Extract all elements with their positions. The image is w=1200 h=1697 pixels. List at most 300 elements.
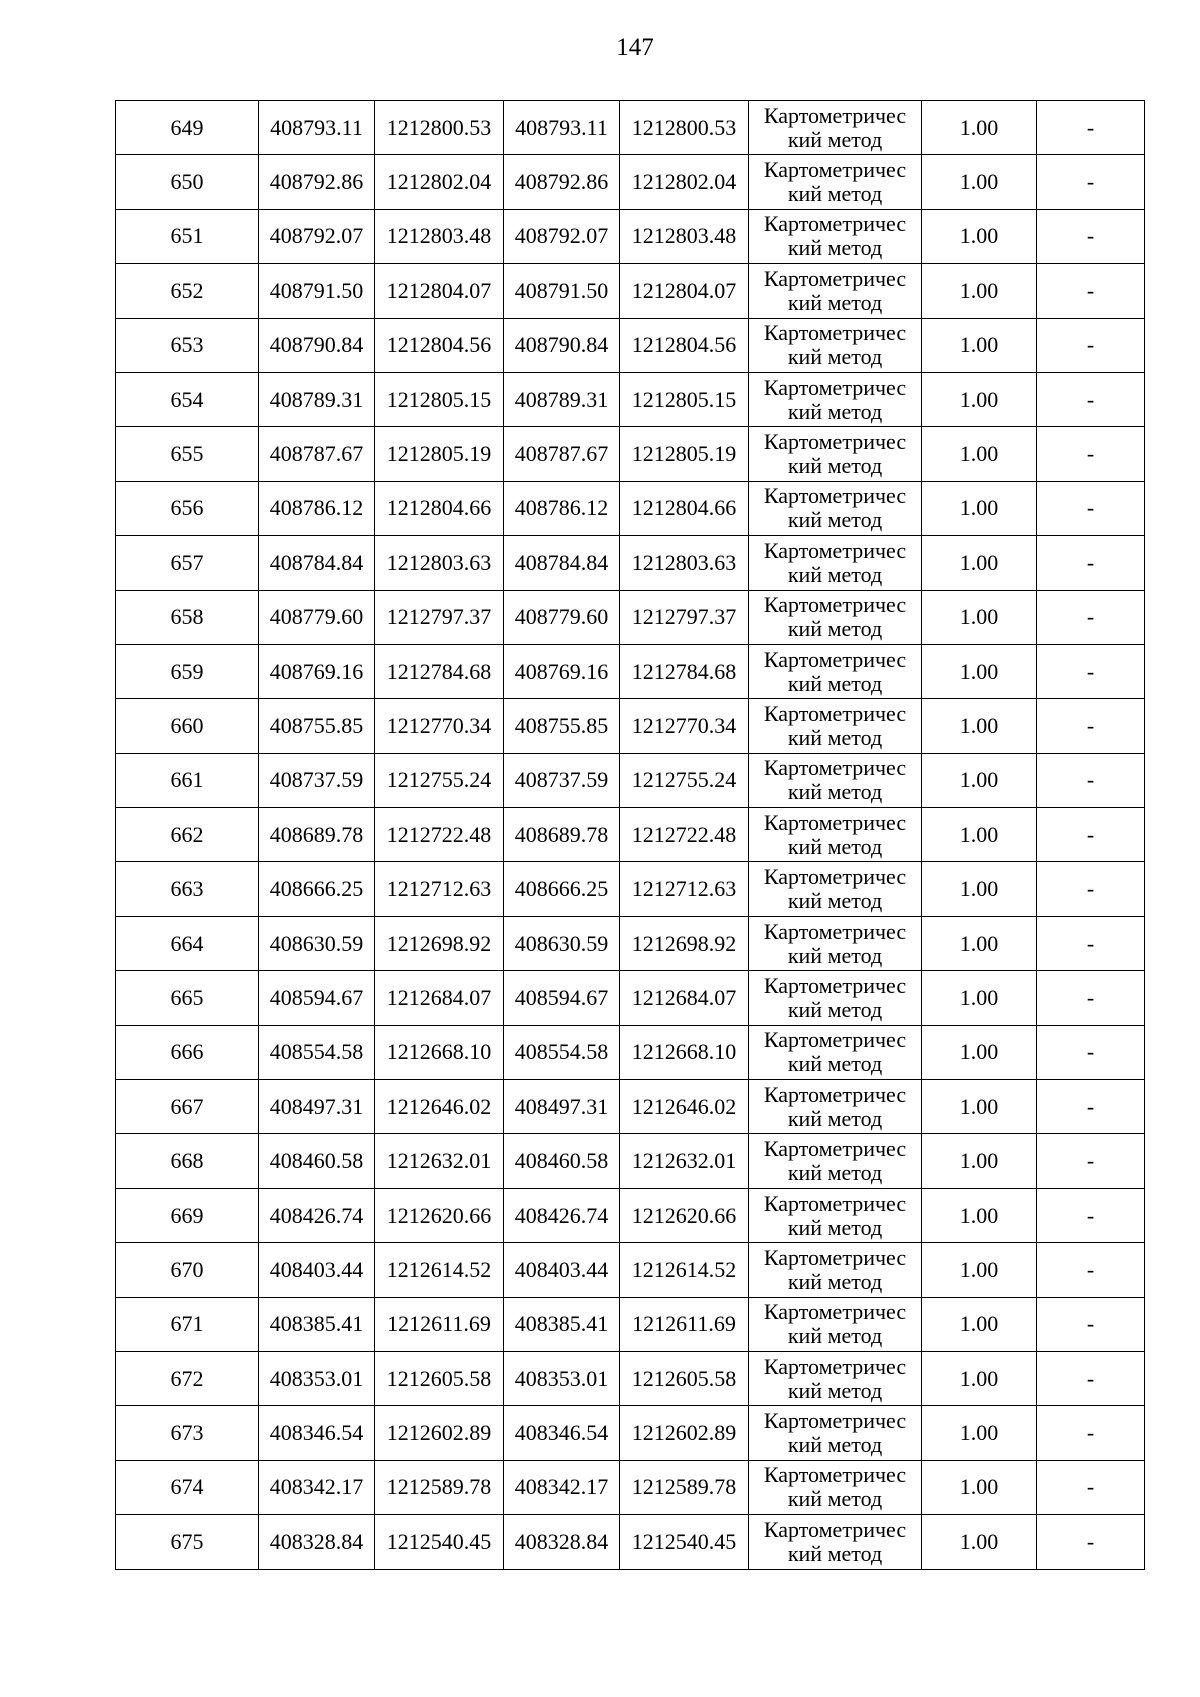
accuracy-cell: 1.00	[922, 481, 1037, 535]
note-cell: -	[1037, 1406, 1145, 1460]
method-text-line1: Картометричес	[763, 1408, 907, 1434]
method-text-line1: Картометричес	[763, 592, 907, 618]
x-coordinate-cell: 408346.54	[504, 1406, 620, 1460]
method-text-line2: кий метод	[787, 344, 883, 370]
method-text-line1: Картометричес	[763, 1244, 907, 1270]
y-coordinate-cell: 1212802.04	[620, 155, 749, 209]
note-cell: -	[1037, 427, 1145, 481]
method-text-line1: Картометричес	[763, 700, 907, 726]
y-coordinate-cell: 1212684.07	[375, 971, 504, 1025]
x-coordinate-cell: 408789.31	[259, 372, 375, 426]
method-text-line1: Картометричес	[763, 1136, 907, 1162]
point-number-cell: 674	[116, 1460, 259, 1514]
point-number-cell: 650	[116, 155, 259, 209]
method-text-line2: кий метод	[787, 1051, 883, 1077]
y-coordinate-cell: 1212784.68	[375, 644, 504, 698]
method-text-line1: Картометричес	[763, 265, 907, 291]
note-cell: -	[1037, 971, 1145, 1025]
method-text-line2: кий метод	[787, 1540, 883, 1566]
x-coordinate-cell: 408791.50	[504, 264, 620, 318]
method-text-line2: кий метод	[787, 724, 883, 750]
table-row	[116, 209, 1145, 263]
x-coordinate-cell: 408779.60	[259, 590, 375, 644]
accuracy-cell: 1.00	[922, 699, 1037, 753]
method-cell	[749, 536, 922, 590]
point-number-cell: 649	[116, 101, 259, 155]
x-coordinate-cell: 408784.84	[504, 536, 620, 590]
point-number-cell: 672	[116, 1351, 259, 1405]
method-text-line1: Картометричес	[763, 1353, 907, 1379]
y-coordinate-cell: 1212620.66	[375, 1188, 504, 1242]
point-number-cell: 662	[116, 808, 259, 862]
method-text-line2: кий метод	[787, 1432, 883, 1458]
note-cell: -	[1037, 155, 1145, 209]
y-coordinate-cell: 1212802.04	[375, 155, 504, 209]
method-cell	[749, 427, 922, 481]
method-cell	[749, 1406, 922, 1460]
x-coordinate-cell: 408353.01	[259, 1351, 375, 1405]
note-cell: -	[1037, 1188, 1145, 1242]
method-text-line1: Картометричес	[763, 320, 907, 346]
point-number-cell: 668	[116, 1134, 259, 1188]
y-coordinate-cell: 1212698.92	[620, 916, 749, 970]
note-cell: -	[1037, 264, 1145, 318]
y-coordinate-cell: 1212805.15	[375, 372, 504, 426]
note-cell: -	[1037, 808, 1145, 862]
method-cell	[749, 971, 922, 1025]
table-row	[116, 699, 1145, 753]
accuracy-cell: 1.00	[922, 372, 1037, 426]
method-text-line1: Картометричес	[763, 809, 907, 835]
x-coordinate-cell: 408791.50	[259, 264, 375, 318]
y-coordinate-cell: 1212805.15	[620, 372, 749, 426]
method-text-line2: кий метод	[787, 561, 883, 587]
note-cell: -	[1037, 1134, 1145, 1188]
x-coordinate-cell: 408786.12	[259, 481, 375, 535]
x-coordinate-cell: 408666.25	[259, 862, 375, 916]
y-coordinate-cell: 1212755.24	[375, 753, 504, 807]
note-cell: -	[1037, 916, 1145, 970]
method-text-line1: Картометричес	[763, 374, 907, 400]
y-coordinate-cell: 1212805.19	[620, 427, 749, 481]
method-text-line1: Картометричес	[763, 157, 907, 183]
method-text-line1: Картометричес	[763, 429, 907, 455]
y-coordinate-cell: 1212632.01	[620, 1134, 749, 1188]
note-cell: -	[1037, 1297, 1145, 1351]
x-coordinate-cell: 408769.16	[504, 644, 620, 698]
method-cell	[749, 590, 922, 644]
x-coordinate-cell: 408779.60	[504, 590, 620, 644]
method-text-line1: Картометричес	[763, 918, 907, 944]
point-number-cell: 651	[116, 209, 259, 263]
accuracy-cell: 1.00	[922, 1243, 1037, 1297]
table-row	[116, 1406, 1145, 1460]
accuracy-cell: 1.00	[922, 427, 1037, 481]
method-cell	[749, 481, 922, 535]
method-cell	[749, 1188, 922, 1242]
note-cell: -	[1037, 209, 1145, 263]
y-coordinate-cell: 1212668.10	[620, 1025, 749, 1079]
y-coordinate-cell: 1212784.68	[620, 644, 749, 698]
accuracy-cell: 1.00	[922, 1460, 1037, 1514]
note-cell: -	[1037, 1515, 1145, 1569]
table-row	[116, 372, 1145, 426]
point-number-cell: 670	[116, 1243, 259, 1297]
table-row	[116, 264, 1145, 318]
y-coordinate-cell: 1212712.63	[375, 862, 504, 916]
y-coordinate-cell: 1212804.66	[375, 481, 504, 535]
note-cell: -	[1037, 481, 1145, 535]
y-coordinate-cell: 1212589.78	[375, 1460, 504, 1514]
y-coordinate-cell: 1212803.48	[620, 209, 749, 263]
accuracy-cell: 1.00	[922, 209, 1037, 263]
method-text-line2: кий метод	[787, 833, 883, 859]
x-coordinate-cell: 408328.84	[504, 1515, 620, 1569]
method-text-line2: кий метод	[787, 507, 883, 533]
x-coordinate-cell: 408353.01	[504, 1351, 620, 1405]
accuracy-cell: 1.00	[922, 101, 1037, 155]
point-number-cell: 663	[116, 862, 259, 916]
table-row	[116, 1297, 1145, 1351]
y-coordinate-cell: 1212804.56	[620, 318, 749, 372]
method-cell	[749, 264, 922, 318]
x-coordinate-cell: 408755.85	[504, 699, 620, 753]
y-coordinate-cell: 1212605.58	[375, 1351, 504, 1405]
y-coordinate-cell: 1212646.02	[375, 1080, 504, 1134]
x-coordinate-cell: 408497.31	[504, 1080, 620, 1134]
method-text-line1: Картометричес	[763, 972, 907, 998]
method-text-line1: Картометричес	[763, 755, 907, 781]
method-text-line2: кий метод	[787, 1160, 883, 1186]
point-number-cell: 667	[116, 1080, 259, 1134]
accuracy-cell: 1.00	[922, 1406, 1037, 1460]
note-cell: -	[1037, 536, 1145, 590]
method-cell	[749, 699, 922, 753]
method-text-line2: кий метод	[787, 996, 883, 1022]
y-coordinate-cell: 1212722.48	[620, 808, 749, 862]
method-text-line2: кий метод	[787, 1323, 883, 1349]
table-row	[116, 1243, 1145, 1297]
method-text-line1: Картометричес	[763, 211, 907, 237]
x-coordinate-cell: 408426.74	[504, 1188, 620, 1242]
x-coordinate-cell: 408385.41	[504, 1297, 620, 1351]
y-coordinate-cell: 1212722.48	[375, 808, 504, 862]
page-number: 147	[616, 34, 654, 61]
method-text-line2: кий метод	[787, 942, 883, 968]
method-text-line1: Картометричес	[763, 646, 907, 672]
x-coordinate-cell: 408385.41	[259, 1297, 375, 1351]
y-coordinate-cell: 1212632.01	[375, 1134, 504, 1188]
method-cell	[749, 644, 922, 698]
point-number-cell: 664	[116, 916, 259, 970]
method-text-line2: кий метод	[787, 289, 883, 315]
x-coordinate-cell: 408792.07	[504, 209, 620, 263]
y-coordinate-cell: 1212614.52	[620, 1243, 749, 1297]
method-text-line2: кий метод	[787, 181, 883, 207]
method-text-line1: Картометричес	[763, 537, 907, 563]
x-coordinate-cell: 408689.78	[504, 808, 620, 862]
method-text-line2: кий метод	[787, 1105, 883, 1131]
note-cell: -	[1037, 753, 1145, 807]
method-cell	[749, 155, 922, 209]
x-coordinate-cell: 408755.85	[259, 699, 375, 753]
method-cell	[749, 808, 922, 862]
accuracy-cell: 1.00	[922, 318, 1037, 372]
accuracy-cell: 1.00	[922, 155, 1037, 209]
x-coordinate-cell: 408630.59	[504, 916, 620, 970]
y-coordinate-cell: 1212605.58	[620, 1351, 749, 1405]
method-text-line2: кий метод	[787, 888, 883, 914]
accuracy-cell: 1.00	[922, 644, 1037, 698]
note-cell: -	[1037, 862, 1145, 916]
y-coordinate-cell: 1212684.07	[620, 971, 749, 1025]
method-text-line1: Картометричес	[763, 864, 907, 890]
accuracy-cell: 1.00	[922, 1134, 1037, 1188]
method-cell	[749, 1351, 922, 1405]
x-coordinate-cell: 408554.58	[259, 1025, 375, 1079]
point-number-cell: 669	[116, 1188, 259, 1242]
note-cell: -	[1037, 372, 1145, 426]
x-coordinate-cell: 408460.58	[259, 1134, 375, 1188]
x-coordinate-cell: 408630.59	[259, 916, 375, 970]
x-coordinate-cell: 408403.44	[259, 1243, 375, 1297]
y-coordinate-cell: 1212620.66	[620, 1188, 749, 1242]
method-cell	[749, 372, 922, 426]
method-cell	[749, 916, 922, 970]
point-number-cell: 673	[116, 1406, 259, 1460]
method-text-line1: Картометричес	[763, 1516, 907, 1542]
y-coordinate-cell: 1212770.34	[620, 699, 749, 753]
method-text-line1: Картометричес	[763, 1190, 907, 1216]
table-row	[116, 1134, 1145, 1188]
coordinates-table	[115, 100, 1145, 1570]
y-coordinate-cell: 1212611.69	[620, 1297, 749, 1351]
table-row	[116, 808, 1145, 862]
x-coordinate-cell: 408790.84	[504, 318, 620, 372]
x-coordinate-cell: 408792.07	[259, 209, 375, 263]
method-text-line2: кий метод	[787, 1486, 883, 1512]
note-cell: -	[1037, 1080, 1145, 1134]
method-cell	[749, 318, 922, 372]
x-coordinate-cell: 408786.12	[504, 481, 620, 535]
y-coordinate-cell: 1212611.69	[375, 1297, 504, 1351]
y-coordinate-cell: 1212668.10	[375, 1025, 504, 1079]
x-coordinate-cell: 408790.84	[259, 318, 375, 372]
method-text-line2: кий метод	[787, 398, 883, 424]
method-text-line2: кий метод	[787, 235, 883, 261]
accuracy-cell: 1.00	[922, 590, 1037, 644]
method-text-line2: кий метод	[787, 1214, 883, 1240]
table-row	[116, 1351, 1145, 1405]
point-number-cell: 666	[116, 1025, 259, 1079]
note-cell: -	[1037, 1243, 1145, 1297]
y-coordinate-cell: 1212698.92	[375, 916, 504, 970]
x-coordinate-cell: 408737.59	[259, 753, 375, 807]
x-coordinate-cell: 408328.84	[259, 1515, 375, 1569]
y-coordinate-cell: 1212804.66	[620, 481, 749, 535]
method-text-line2: кий метод	[787, 453, 883, 479]
point-number-cell: 658	[116, 590, 259, 644]
table-row	[116, 971, 1145, 1025]
y-coordinate-cell: 1212602.89	[620, 1406, 749, 1460]
y-coordinate-cell: 1212804.07	[620, 264, 749, 318]
y-coordinate-cell: 1212803.63	[620, 536, 749, 590]
method-text-line1: Картометричес	[763, 1027, 907, 1053]
point-number-cell: 654	[116, 372, 259, 426]
accuracy-cell: 1.00	[922, 1351, 1037, 1405]
note-cell: -	[1037, 1351, 1145, 1405]
accuracy-cell: 1.00	[922, 1080, 1037, 1134]
table-row	[116, 1188, 1145, 1242]
y-coordinate-cell: 1212805.19	[375, 427, 504, 481]
y-coordinate-cell: 1212602.89	[375, 1406, 504, 1460]
x-coordinate-cell: 408793.11	[504, 101, 620, 155]
y-coordinate-cell: 1212803.48	[375, 209, 504, 263]
y-coordinate-cell: 1212646.02	[620, 1080, 749, 1134]
table-row	[116, 536, 1145, 590]
x-coordinate-cell: 408426.74	[259, 1188, 375, 1242]
method-cell	[749, 1134, 922, 1188]
point-number-cell: 660	[116, 699, 259, 753]
accuracy-cell: 1.00	[922, 971, 1037, 1025]
y-coordinate-cell: 1212804.56	[375, 318, 504, 372]
table-row	[116, 101, 1145, 155]
y-coordinate-cell: 1212755.24	[620, 753, 749, 807]
method-cell	[749, 1243, 922, 1297]
point-number-cell: 656	[116, 481, 259, 535]
table-row	[116, 862, 1145, 916]
y-coordinate-cell: 1212804.07	[375, 264, 504, 318]
table-row	[116, 753, 1145, 807]
table-row	[116, 481, 1145, 535]
x-coordinate-cell: 408793.11	[259, 101, 375, 155]
method-cell	[749, 101, 922, 155]
point-number-cell: 659	[116, 644, 259, 698]
note-cell: -	[1037, 699, 1145, 753]
x-coordinate-cell: 408403.44	[504, 1243, 620, 1297]
table-row	[116, 916, 1145, 970]
method-text-line2: кий метод	[787, 670, 883, 696]
note-cell: -	[1037, 644, 1145, 698]
y-coordinate-cell: 1212589.78	[620, 1460, 749, 1514]
y-coordinate-cell: 1212800.53	[620, 101, 749, 155]
accuracy-cell: 1.00	[922, 264, 1037, 318]
x-coordinate-cell: 408342.17	[259, 1460, 375, 1514]
x-coordinate-cell: 408460.58	[504, 1134, 620, 1188]
x-coordinate-cell: 408594.67	[259, 971, 375, 1025]
method-text-line2: кий метод	[787, 616, 883, 642]
y-coordinate-cell: 1212770.34	[375, 699, 504, 753]
table-row	[116, 1080, 1145, 1134]
x-coordinate-cell: 408497.31	[259, 1080, 375, 1134]
table-row	[116, 1515, 1145, 1569]
x-coordinate-cell: 408737.59	[504, 753, 620, 807]
table-row	[116, 155, 1145, 209]
table-row	[116, 427, 1145, 481]
point-number-cell: 665	[116, 971, 259, 1025]
method-cell	[749, 209, 922, 263]
accuracy-cell: 1.00	[922, 536, 1037, 590]
x-coordinate-cell: 408789.31	[504, 372, 620, 426]
note-cell: -	[1037, 1025, 1145, 1079]
point-number-cell: 655	[116, 427, 259, 481]
method-text-line1: Картометричес	[763, 483, 907, 509]
method-text-line2: кий метод	[787, 779, 883, 805]
table-row	[116, 590, 1145, 644]
x-coordinate-cell: 408666.25	[504, 862, 620, 916]
y-coordinate-cell: 1212797.37	[375, 590, 504, 644]
method-cell	[749, 1297, 922, 1351]
method-text-line1: Картометричес	[763, 102, 907, 128]
y-coordinate-cell: 1212614.52	[375, 1243, 504, 1297]
x-coordinate-cell: 408594.67	[504, 971, 620, 1025]
point-number-cell: 657	[116, 536, 259, 590]
table-row	[116, 1460, 1145, 1514]
method-text-line1: Картометричес	[763, 1462, 907, 1488]
table-row	[116, 644, 1145, 698]
method-cell	[749, 1080, 922, 1134]
table-row	[116, 318, 1145, 372]
x-coordinate-cell: 408787.67	[504, 427, 620, 481]
point-number-cell: 671	[116, 1297, 259, 1351]
method-cell	[749, 1025, 922, 1079]
point-number-cell: 652	[116, 264, 259, 318]
method-text-line1: Картометричес	[763, 1081, 907, 1107]
x-coordinate-cell: 408689.78	[259, 808, 375, 862]
table-row	[116, 1025, 1145, 1079]
accuracy-cell: 1.00	[922, 916, 1037, 970]
x-coordinate-cell: 408346.54	[259, 1406, 375, 1460]
accuracy-cell: 1.00	[922, 1025, 1037, 1079]
method-cell	[749, 1460, 922, 1514]
x-coordinate-cell: 408554.58	[504, 1025, 620, 1079]
x-coordinate-cell: 408784.84	[259, 536, 375, 590]
method-cell	[749, 1515, 922, 1569]
method-text-line2: кий метод	[787, 1268, 883, 1294]
note-cell: -	[1037, 101, 1145, 155]
accuracy-cell: 1.00	[922, 1188, 1037, 1242]
method-text-line1: Картометричес	[763, 1299, 907, 1325]
note-cell: -	[1037, 590, 1145, 644]
accuracy-cell: 1.00	[922, 862, 1037, 916]
accuracy-cell: 1.00	[922, 808, 1037, 862]
note-cell: -	[1037, 318, 1145, 372]
accuracy-cell: 1.00	[922, 1297, 1037, 1351]
y-coordinate-cell: 1212797.37	[620, 590, 749, 644]
x-coordinate-cell: 408342.17	[504, 1460, 620, 1514]
y-coordinate-cell: 1212712.63	[620, 862, 749, 916]
accuracy-cell: 1.00	[922, 753, 1037, 807]
x-coordinate-cell: 408792.86	[504, 155, 620, 209]
method-text-line2: кий метод	[787, 126, 883, 152]
method-cell	[749, 753, 922, 807]
y-coordinate-cell: 1212800.53	[375, 101, 504, 155]
point-number-cell: 675	[116, 1515, 259, 1569]
point-number-cell: 661	[116, 753, 259, 807]
note-cell: -	[1037, 1460, 1145, 1514]
point-number-cell: 653	[116, 318, 259, 372]
y-coordinate-cell: 1212803.63	[375, 536, 504, 590]
x-coordinate-cell: 408769.16	[259, 644, 375, 698]
y-coordinate-cell: 1212540.45	[375, 1515, 504, 1569]
y-coordinate-cell: 1212540.45	[620, 1515, 749, 1569]
accuracy-cell: 1.00	[922, 1515, 1037, 1569]
method-text-line2: кий метод	[787, 1377, 883, 1403]
x-coordinate-cell: 408792.86	[259, 155, 375, 209]
method-cell	[749, 862, 922, 916]
x-coordinate-cell: 408787.67	[259, 427, 375, 481]
table-body	[116, 101, 1145, 1570]
